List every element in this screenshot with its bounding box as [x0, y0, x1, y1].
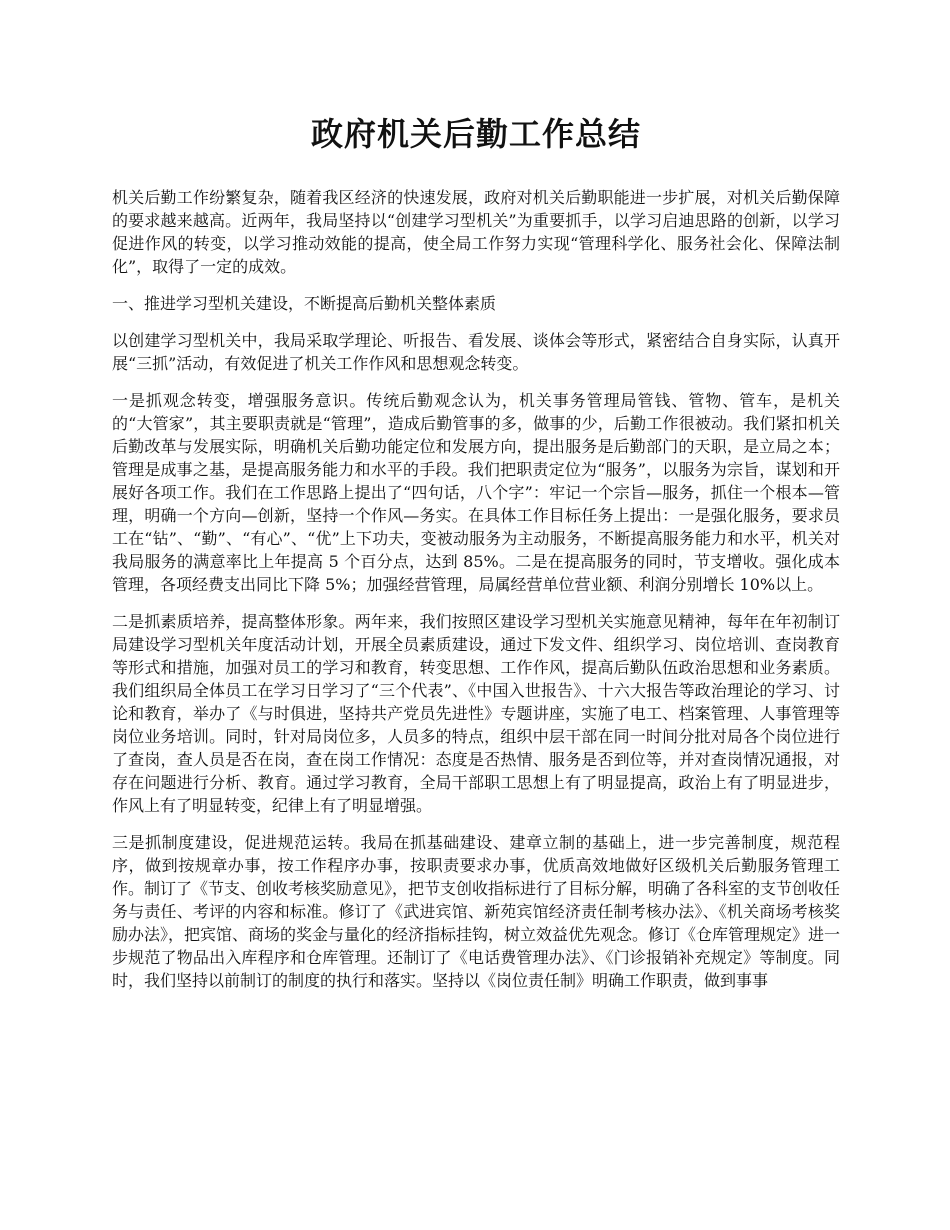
document-title: 政府机关后勤工作总结 — [310, 115, 641, 153]
intro-paragraph: 机关后勤工作纷繁复杂，随着我区经济的快速发展，政府对机关后勤职能进一步扩展，对机关后勤保障的要求越来越高。近两年，我局坚持以“创建学习型机关”为重要抓手，以学习启迪思路的创新，以学习促进作风的转变，以学习推动效能的提高，使全局工作努力实现“管理科学化、服务社会化、保障法制化”，取得了一定的成效。 — [112, 188, 840, 276]
section-heading: 一、推进学习型机关建设，不断提高后勤机关整体素质 — [112, 294, 497, 313]
body-paragraph: 三是抓制度建设，促进规范运转。我局在抓基础建设、建章立制的基础上，进一步完善制度，规范程序，做到按规章办事，按工作程序办事，按职责要求办事，优质高效地做好区级机关后勤服务管理工作。制订了《节支、创收考核奖励意见》，把节支创收指标进行了目标分解，明确了各科室的支节创收任务与责任、考评的内容和标准。修订了《武进宾馆、新苑宾馆经济责任制考核办法》、《机关商场考核奖励办法》，把宾馆、商场的奖金与量化的经济指标挂钩，树立效益优先观念。修订《仓库管理规定》进一步规范了物品出入库程序和仓库管理。还制订了《电话费管理办法》、《门诊报销补充规定》等制度。同时，我们坚持以前制订的制度的执行和落实。坚持以《岗位责任制》明确工作职责，做到事事 — [112, 833, 841, 990]
body-paragraph: 二是抓素质培养，提高整体形象。两年来，我们按照区建设学习型机关实施意见精神，每年在年初制订局建设学习型机关年度活动计划，开展全员素质建设，通过下发文件、组织学习、岗位培训、查岗教育等形式和措施，加强对员工的学习和教育，转变思想、工作作风，提高后勤队伍政治思想和业务素质。我们组织局全体员工在学习日学习了“三个代表”、《中国入世报告》、十六大报告等政治理论的学习、讨论和教育，举办了《与时俱进，坚持共产党员先进性》专题讲座，实施了电工、档案管理、人事管理等岗位业务培训。同时，针对局岗位多，人员多的特点，组织中层干部在同一时间分批对局各个岗位进行了查岗，查人员是否在岗，查在岗工作情况：态度是否热情、服务是否到位等，并对查岗情况通报，对存在问题进行分析、教育。通过学习教育，全局干部职工思想上有了明显提高，政治上有了明显进步，作风上有了明显转变，纪律上有了明显增强。 — [112, 612, 840, 815]
body-paragraph: 以创建学习型机关中，我局采取学理论、听报告、看发展、谈体会等形式，紧密结合自身实际，认真开展“三抓”活动，有效促进了机关工作作风和思想观念转变。 — [112, 331, 840, 373]
body-paragraph: 一是抓观念转变，增强服务意识。传统后勤观念认为，机关事务管理局管钱、管物、管车，是机关的“大管家”，其主要职责就是“管理”，造成后勤管事的多，做事的少，后勤工作很被动。我们紧扣机关后勤改革与发展实际，明确机关后勤功能定位和发展方向，提出服务是后勤部门的天职，是立局之本；管理是成事之基，是提高服务能力和水平的手段。我们把职责定位为“服务”，以服务为宗旨，谋划和开展好各项工作。我们在工作思路上提出了“四句话，八个字”：牢记一个宗旨—服务，抓住一个根本—管理，明确一个方向—创新，坚持一个作风—务实。在具体工作目标任务上提出：一是强化服务，要求员工在“钻”、“勤”、“有心”、“优”上下功夫，变被动服务为主动服务，不断提高服务能力和水平，机关对我局服务的满意率比上年提高 5 个百分点，达到 85%。二是在提高服务的同时，节支增收。强化成本管理，各项经费支出同比下降 5%；加强经营管理，局属经营单位营业额、利润分别增长 10%以上。 — [112, 391, 840, 594]
document-page — [112, 112, 840, 1006]
